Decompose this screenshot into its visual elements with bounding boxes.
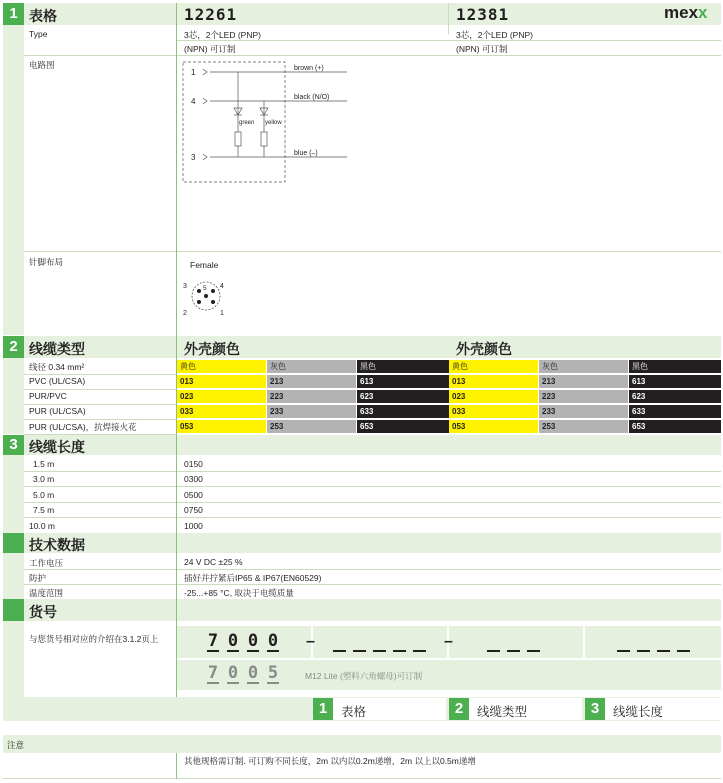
length-row-label: 3.0 m <box>33 474 55 484</box>
footer-tag-number: 2 <box>449 698 469 720</box>
tech-row-label: 温度范围 <box>29 588 64 598</box>
order-digit: 0 <box>227 631 239 651</box>
notes-title: 注意 <box>7 740 25 750</box>
footer-tag-length <box>585 698 721 720</box>
housing-color-a: 外壳颜色 <box>184 341 240 357</box>
cable-code-cell: 653 <box>629 420 721 433</box>
cable-code-cell: 013 <box>449 375 538 388</box>
length-row-label: 10.0 m <box>29 521 55 531</box>
order-digit: 0 <box>247 631 259 651</box>
type-a-line2: (NPN) 可订制 <box>184 44 236 54</box>
section3-title: 线缆长度 <box>29 439 85 455</box>
footer-tag-label: 表格 <box>341 705 367 719</box>
length-code: 1000 <box>184 521 203 531</box>
order-left-strip <box>3 621 24 697</box>
section2-left-strip <box>3 358 24 434</box>
cable-code-cell: 023 <box>449 390 538 403</box>
section2-number: 2 <box>3 336 24 358</box>
footer-tag-format <box>313 698 446 720</box>
divider <box>24 251 721 252</box>
divider <box>24 569 721 570</box>
pinout-4: 4 <box>220 283 224 290</box>
cable-code-cell: 213 <box>539 375 628 388</box>
slot-length <box>487 650 500 652</box>
black-wire-label: black (N/O) <box>294 94 330 101</box>
lite-note: M12 Lite (塑料六角螺母)可订制 <box>305 671 423 681</box>
brand-logo <box>664 3 708 23</box>
slot-cable-type <box>373 650 386 652</box>
order-marker <box>3 599 24 621</box>
divider <box>24 55 721 56</box>
length-code: 0150 <box>184 459 203 469</box>
length-row-label: 5.0 m <box>33 490 55 500</box>
length-code: 0300 <box>184 474 203 484</box>
order-header-bar <box>24 599 721 621</box>
lite-digit: 5 <box>267 663 279 683</box>
slot-length <box>617 650 630 652</box>
footer-tag-number: 1 <box>313 698 333 720</box>
pinout-label: 针脚布局 <box>29 257 64 267</box>
lite-digit: 7 <box>207 663 219 683</box>
column-divider <box>176 753 177 779</box>
cable-code-cell: 623 <box>629 390 721 403</box>
order-title: 货号 <box>29 604 57 620</box>
order-code-gap3 <box>583 626 585 658</box>
cable-row-label: PUR (UL/CSA) <box>29 406 86 416</box>
footer-tag-label: 线缆类型 <box>477 705 528 719</box>
section2-header-bar <box>24 336 721 358</box>
divider <box>24 374 177 375</box>
model-b-number: 12381 <box>456 5 510 24</box>
tech-left-strip <box>3 553 24 599</box>
footer-tag-label: 线缆长度 <box>613 705 664 719</box>
tech-header-bar <box>24 533 721 553</box>
cable-row-label: 线径 0.34 mm² <box>29 362 85 372</box>
order-separator: – <box>306 633 315 650</box>
housing-color-b: 外壳颜色 <box>456 341 512 357</box>
color-header-cell: 灰色 <box>267 360 356 373</box>
cable-code-cell: 013 <box>177 375 266 388</box>
cable-code-cell: 253 <box>539 420 628 433</box>
color-header-cell: 灰色 <box>539 360 628 373</box>
cable-code-cell: 253 <box>267 420 356 433</box>
tech-row-label: 工作电压 <box>29 558 64 568</box>
blue-wire-label: blue (–) <box>294 150 318 157</box>
pin1-label: 1 <box>191 68 196 77</box>
yellow-led-label: yellow <box>265 120 282 126</box>
order-intro: 与您货号相对应的介绍在3.1.2页上 <box>29 634 159 644</box>
tech-row-value: 24 V DC ±25 % <box>184 557 243 567</box>
slot-length <box>507 650 520 652</box>
cable-code-cell: 223 <box>267 390 356 403</box>
color-header-cell: 黑色 <box>357 360 449 373</box>
slot-cable-type <box>353 650 366 652</box>
divider <box>24 419 177 420</box>
cable-code-cell: 233 <box>539 405 628 418</box>
pin3-label: 3 <box>191 153 196 162</box>
tech-row-value: 插好并拧紧后IP65 & IP67(EN60529) <box>184 573 322 583</box>
cable-code-cell: 053 <box>177 420 266 433</box>
footer-tag-number: 3 <box>585 698 605 720</box>
section1-left-strip <box>3 25 24 335</box>
slot-length <box>527 650 540 652</box>
tech-row-value: -25...+85 °C, 取决于电缆质量 <box>184 588 294 598</box>
slot-cable-type <box>393 650 406 652</box>
type-a-line1: 3芯，2个LED (PNP) <box>184 30 261 40</box>
divider <box>24 471 721 472</box>
cable-row-label: PUR (UL/CSA)，抗焊接火花 <box>29 422 137 432</box>
slot-length <box>637 650 650 652</box>
slot-length <box>677 650 690 652</box>
length-code: 0750 <box>184 505 203 515</box>
color-header-cell: 黄色 <box>449 360 538 373</box>
cable-code-cell: 633 <box>357 405 449 418</box>
circuit-diagram <box>182 60 357 185</box>
cable-row-label: PVC (UL/CSA) <box>29 376 86 386</box>
color-header-cell: 黑色 <box>629 360 721 373</box>
divider <box>24 486 721 487</box>
cable-code-cell: 223 <box>539 390 628 403</box>
divider <box>24 584 721 585</box>
tech-row-label: 防护 <box>29 573 47 583</box>
cable-code-cell: 023 <box>177 390 266 403</box>
order-digit: 0 <box>267 631 279 651</box>
type-label: Type <box>29 29 48 39</box>
column-divider <box>176 3 177 697</box>
divider <box>24 502 721 503</box>
divider <box>177 40 721 41</box>
lite-digit: 0 <box>227 663 239 683</box>
model-a-number: 12261 <box>184 5 238 24</box>
cable-code-cell: 653 <box>357 420 449 433</box>
cable-row-label: PUR/PVC <box>29 391 67 401</box>
pinout-diagram <box>180 258 240 320</box>
green-led-label: green <box>239 120 255 126</box>
brand-text: mex <box>664 3 699 22</box>
type-b-line1: 3芯，2个LED (PNP) <box>456 30 533 40</box>
order-separator: – <box>444 633 453 650</box>
divider <box>24 404 177 405</box>
slot-cable-type <box>413 650 426 652</box>
slot-cable-type <box>333 650 346 652</box>
length-code: 0500 <box>184 490 203 500</box>
pinout-3: 3 <box>183 283 187 290</box>
length-row-label: 1.5 m <box>33 459 55 469</box>
footer-tag-cable-type <box>449 698 582 720</box>
circuit-label: 电路图 <box>29 60 55 70</box>
cable-code-cell: 613 <box>357 375 449 388</box>
cable-code-cell: 633 <box>629 405 721 418</box>
order-digit: 7 <box>207 631 219 651</box>
length-row-label: 7.5 m <box>33 505 55 515</box>
pinout-5: 5 <box>203 285 207 292</box>
section1-title: 表格 <box>29 8 57 24</box>
section1-number: 1 <box>3 3 24 25</box>
section3-left-strip <box>3 455 24 533</box>
notes-text: 其他规格需订制. 可订购不同长度，2m 以内以0.2m递增，2m 以上以0.5m递增 <box>184 756 476 766</box>
cable-code-cell: 623 <box>357 390 449 403</box>
female-label: Female <box>190 260 219 270</box>
section1-header-bar <box>24 3 721 25</box>
section2-title: 线缆类型 <box>29 341 85 357</box>
tech-title: 技术数据 <box>29 537 85 553</box>
cable-code-cell: 213 <box>267 375 356 388</box>
pinout-2: 2 <box>183 310 187 317</box>
color-header-cell: 黄色 <box>177 360 266 373</box>
brown-wire-label: brown (+) <box>294 65 324 72</box>
cable-code-cell: 053 <box>449 420 538 433</box>
section3-number: 3 <box>3 435 24 455</box>
divider <box>3 778 721 779</box>
column-divider <box>448 3 449 34</box>
pin4-label: 4 <box>191 97 196 106</box>
pinout-1: 1 <box>220 310 224 317</box>
lite-digit: 0 <box>247 663 259 683</box>
brand-x: x <box>698 3 708 22</box>
cable-code-cell: 233 <box>267 405 356 418</box>
cable-code-cell: 033 <box>449 405 538 418</box>
section3-header-bar <box>24 435 721 455</box>
slot-length <box>657 650 670 652</box>
divider <box>24 517 721 518</box>
tech-marker <box>3 533 24 553</box>
divider <box>24 389 177 390</box>
type-b-line2: (NPN) 可订制 <box>456 44 508 54</box>
notes-header-bar <box>3 735 721 753</box>
cable-code-cell: 613 <box>629 375 721 388</box>
cable-code-cell: 033 <box>177 405 266 418</box>
